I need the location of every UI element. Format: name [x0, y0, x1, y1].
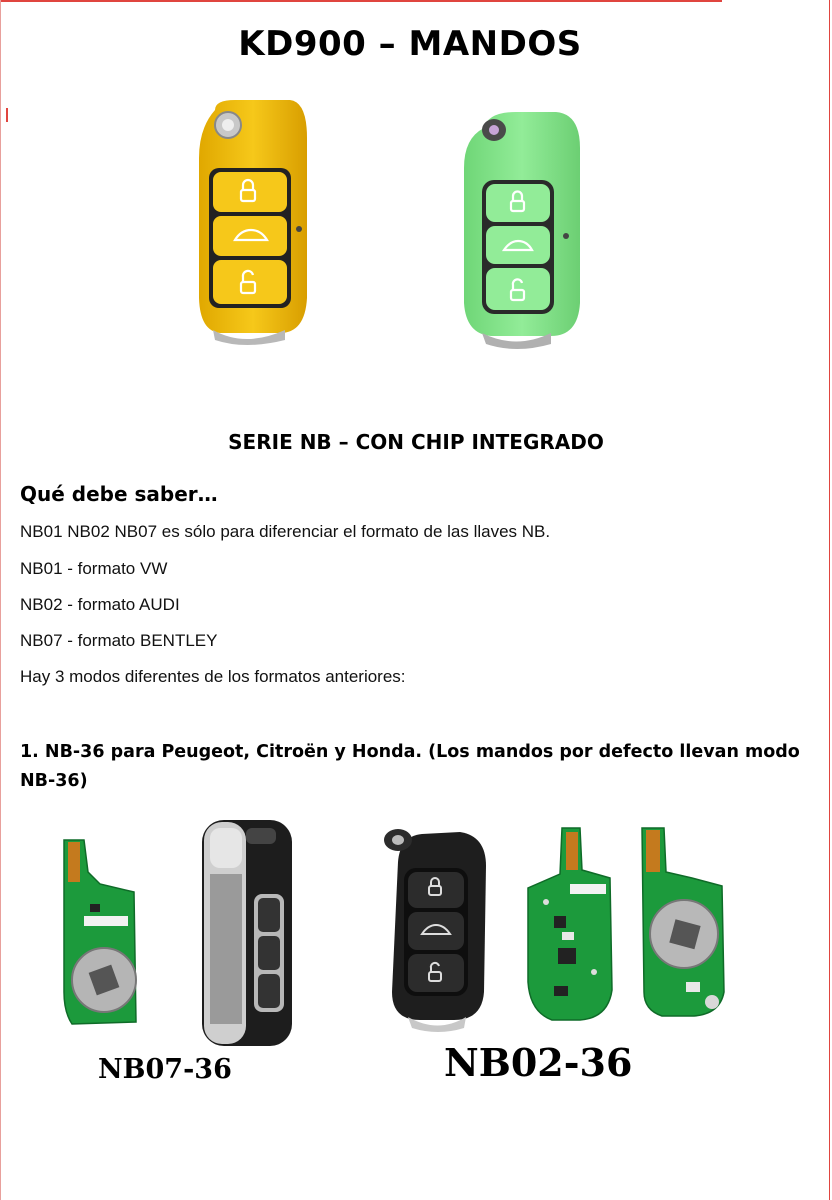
know-line: NB07 - formato BENTLEY — [20, 631, 218, 650]
know-heading: Qué debe saber… — [20, 482, 218, 506]
know-line: NB02 - formato AUDI — [20, 595, 180, 614]
nb07-circuit-board-image — [54, 832, 142, 1032]
mode-1-heading: 1. NB-36 para Peugeot, Citroën y Honda. (Los mandos por defecto llevan modo NB-36) — [20, 742, 800, 791]
page-border-mark — [6, 108, 8, 122]
nb07-bentley-key-image — [192, 814, 302, 1052]
nb07-36-caption: NB07-36 — [98, 1054, 232, 1085]
nb02-36-caption: NB02-36 — [444, 1040, 633, 1085]
nb02-circuit-board-back-image — [632, 822, 732, 1022]
know-line: NB01 NB02 NB07 es sólo para diferenciar el formato de las llaves NB. — [20, 522, 551, 541]
yellow-flip-key-image — [185, 98, 310, 348]
page-border-top — [0, 0, 722, 2]
page-border-left — [0, 0, 1, 1200]
page-title: KD900 – MANDOS — [238, 24, 582, 64]
know-line: Hay 3 modos diferentes de los formatos anteriores: — [20, 667, 406, 686]
section-title: SERIE NB – CON CHIP INTEGRADO — [228, 430, 604, 454]
page-border-right — [829, 0, 830, 1200]
nb02-audi-key-image — [378, 822, 490, 1034]
green-flip-key-image — [456, 108, 586, 350]
know-line: NB01 - formato VW — [20, 559, 168, 578]
nb02-circuit-board-front-image — [524, 822, 620, 1026]
